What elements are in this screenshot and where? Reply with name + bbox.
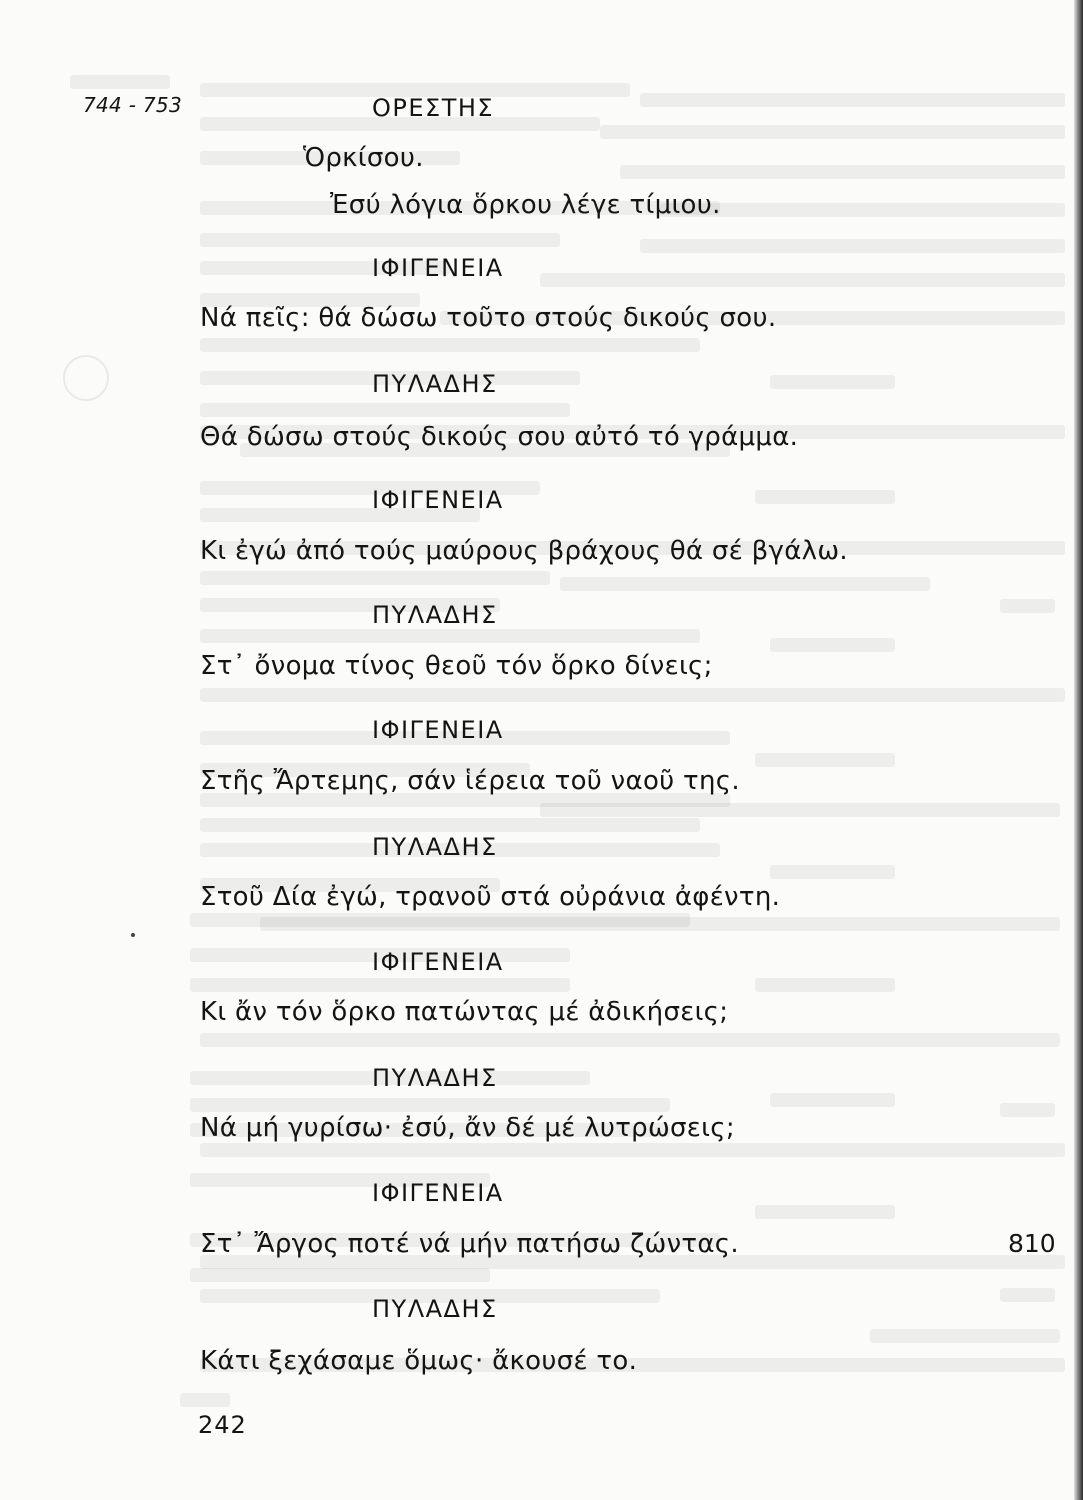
bleed-through-line xyxy=(770,865,895,879)
bleed-through-line xyxy=(560,577,930,591)
verse-number: 810 xyxy=(1008,1229,1056,1258)
bleed-through-line xyxy=(70,75,170,89)
bleed-through-line xyxy=(660,203,1065,217)
bleed-through-line xyxy=(1000,1288,1055,1302)
speaker-name: ΠΥΛΑΔΗΣ xyxy=(372,370,498,398)
bleed-through-line xyxy=(260,917,1060,931)
bleed-through-line xyxy=(200,629,700,643)
speaker-name: ΠΥΛΑΔΗΣ xyxy=(372,601,498,629)
bleed-through-line xyxy=(755,978,895,992)
bleed-through-line xyxy=(200,688,1065,702)
verse-line: Νά πεῖς: θά δώσω τοῦτο στούς δικούς σου. xyxy=(200,303,777,333)
bleed-through-line xyxy=(200,403,570,417)
bleed-through-line xyxy=(200,571,550,585)
page-edge-shadow xyxy=(1074,0,1083,1500)
bleed-through-line xyxy=(200,1143,1065,1157)
bleed-through-line xyxy=(640,93,1065,107)
verse-line: Στοῦ Δία ἐγώ, τρανοῦ στά οὐράνια ἀφέντη. xyxy=(200,882,781,912)
verse-line: Κάτι ξεχάσαμε ὅμως· ἄκουσέ το. xyxy=(200,1346,638,1376)
bleed-through-line xyxy=(200,818,700,832)
speaker-name: ΙΦΙΓΕΝΕΙΑ xyxy=(372,948,504,976)
bleed-through-line xyxy=(200,1033,1060,1047)
verse-line: Κι ἄν τόν ὅρκο πατώντας μέ ἀδικήσεις; xyxy=(200,997,729,1027)
bleed-through-line xyxy=(755,490,895,504)
verse-line: Νά μή γυρίσω· ἐσύ, ἄν δέ μέ λυτρώσεις; xyxy=(200,1113,735,1143)
bleed-through-line xyxy=(1000,1103,1055,1117)
speaker-name: ΠΥΛΑΔΗΣ xyxy=(372,833,498,861)
bleed-through-line xyxy=(755,1205,895,1219)
bleed-through-line xyxy=(190,1268,490,1282)
speaker-name: ΙΦΙΓΕΝΕΙΑ xyxy=(372,254,504,282)
bleed-through-line xyxy=(540,273,1065,287)
verse-line: Ἐσύ λόγια ὅρκου λέγε τίμιου. xyxy=(330,190,721,220)
verse-line: Ὁρκίσου. xyxy=(303,143,424,173)
bleed-through-line xyxy=(770,1093,895,1107)
bleed-through-line xyxy=(540,803,1060,817)
bleed-through-line xyxy=(770,375,895,389)
bleed-through-line xyxy=(180,1393,230,1407)
speaker-name: ΙΦΙΓΕΝΕΙΑ xyxy=(372,716,504,744)
bleed-through-line xyxy=(190,978,570,992)
verse-line: Θά δώσω στούς δικούς σου αὐτό τό γράμμα. xyxy=(200,422,799,452)
bleed-through-line xyxy=(600,125,1065,139)
bleed-through-line xyxy=(200,233,560,247)
ink-speck xyxy=(131,933,135,937)
page-number: 242 xyxy=(198,1411,247,1439)
verse-line: Στ᾽ Ἄργος ποτέ νά μήν πατήσω ζώντας. xyxy=(200,1229,739,1259)
speaker-name: ΙΦΙΓΕΝΕΙΑ xyxy=(372,1179,504,1207)
speaker-name: ΟΡΕΣΤΗΣ xyxy=(372,94,495,122)
verse-line: Στ᾽ ὄνομα τίνος θεοῦ τόν ὅρκο δίνεις; xyxy=(200,651,713,681)
bleed-through-line xyxy=(770,638,895,652)
bleed-through-line xyxy=(640,239,1065,253)
bleed-through-line xyxy=(870,1329,1060,1343)
bleed-through-line xyxy=(190,1098,670,1112)
speaker-name: ΠΥΛΑΔΗΣ xyxy=(372,1295,498,1323)
page-mark xyxy=(63,355,109,401)
bleed-through-line xyxy=(620,165,1065,179)
verse-range: 744 - 753 xyxy=(83,93,182,117)
speaker-name: ΠΥΛΑΔΗΣ xyxy=(372,1064,498,1092)
verse-line: Κι ἐγώ ἀπό τούς μαύρους βράχους θά σέ βγάλω. xyxy=(200,536,848,566)
bleed-through-line xyxy=(1000,599,1055,613)
bleed-through-line xyxy=(755,753,895,767)
verse-line: Στῆς Ἄρτεμης, σάν ἱέρεια τοῦ ναοῦ της. xyxy=(200,766,740,796)
bleed-through-line xyxy=(200,338,700,352)
speaker-name: ΙΦΙΓΕΝΕΙΑ xyxy=(372,486,504,514)
